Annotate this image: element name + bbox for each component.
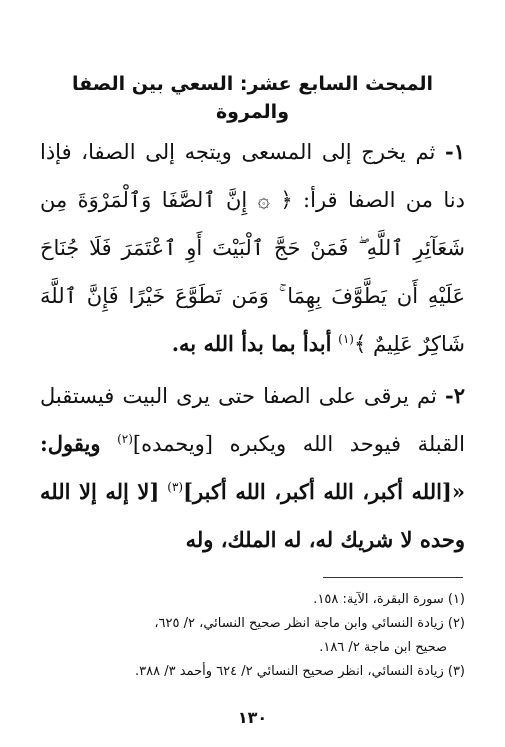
footnote-ref: (٣) [167,480,184,494]
footnote: (٢) زيادة النسائي وابن ماجة انظر صحيح النسائي، ٢/ ٦٢٥، [154,616,465,631]
paragraph-text: ويقول: «[الله أكبر، الله أكبر، الله أكبر] [40,431,465,504]
footnote: صحيح ابن ماجة ٢/ ١٨٦. [319,640,447,655]
page-number: ١٣٠ [237,708,268,727]
footnote-divider [323,577,463,578]
paragraph-number: ١- [445,139,465,164]
footnotes [40,588,465,684]
paragraph-2 [40,372,465,564]
footnote-ref: (١) [338,332,354,346]
footnote: (٣) زيادة النسائي، انظر صحيح النسائي ٢/ ٦٢٤ وأحمد ٣/ ٣٨٨. [135,664,465,679]
paragraph-number: ٢- [444,383,465,408]
section-title: المبحث السابع عشر: السعي بين الصفا والمروة [71,73,434,123]
quran-verse: ﴿ ۞ إِنَّ ٱلصَّفَا وَٱلْمَرْوَةَ مِن شَعَآئِرِ ٱللَّهِ ۖ فَمَنْ حَجَّ ٱلْبَيْتَ أَوِ ٱعْتَمَرَ فَلَا جُنَاحَ عَلَيْهِ أَن يَطَّوَّفَ بِهِمَا ۚ وَمَن تَطَوَّعَ خَيْرًا فَإِنَّ ٱللَّهَ شَاكِرٌ عَلِيمٌ ﴾ [40,188,465,356]
footnote: (١) سورة البقرة، الآية: ١٥٨. [313,592,465,607]
paragraph-text: ثم يخرج إلى المسعى ويتجه إلى الصفا، فإذا دنا من الصفا قرأ: [40,140,465,212]
paragraph-1 [40,128,465,368]
paragraph-text: [لا إله إلا الله وحده لا شريك له، له الملك، وله [40,479,465,552]
paragraph-text: ثم يرقى على الصفا حتى يرى البيت فيستقبل القبلة فيوحد الله ويكبره [ويحمده] [40,384,465,456]
footnote-ref: (٢) [117,432,133,446]
paragraph-text: أبدأ بما بدأ الله به. [171,331,332,356]
